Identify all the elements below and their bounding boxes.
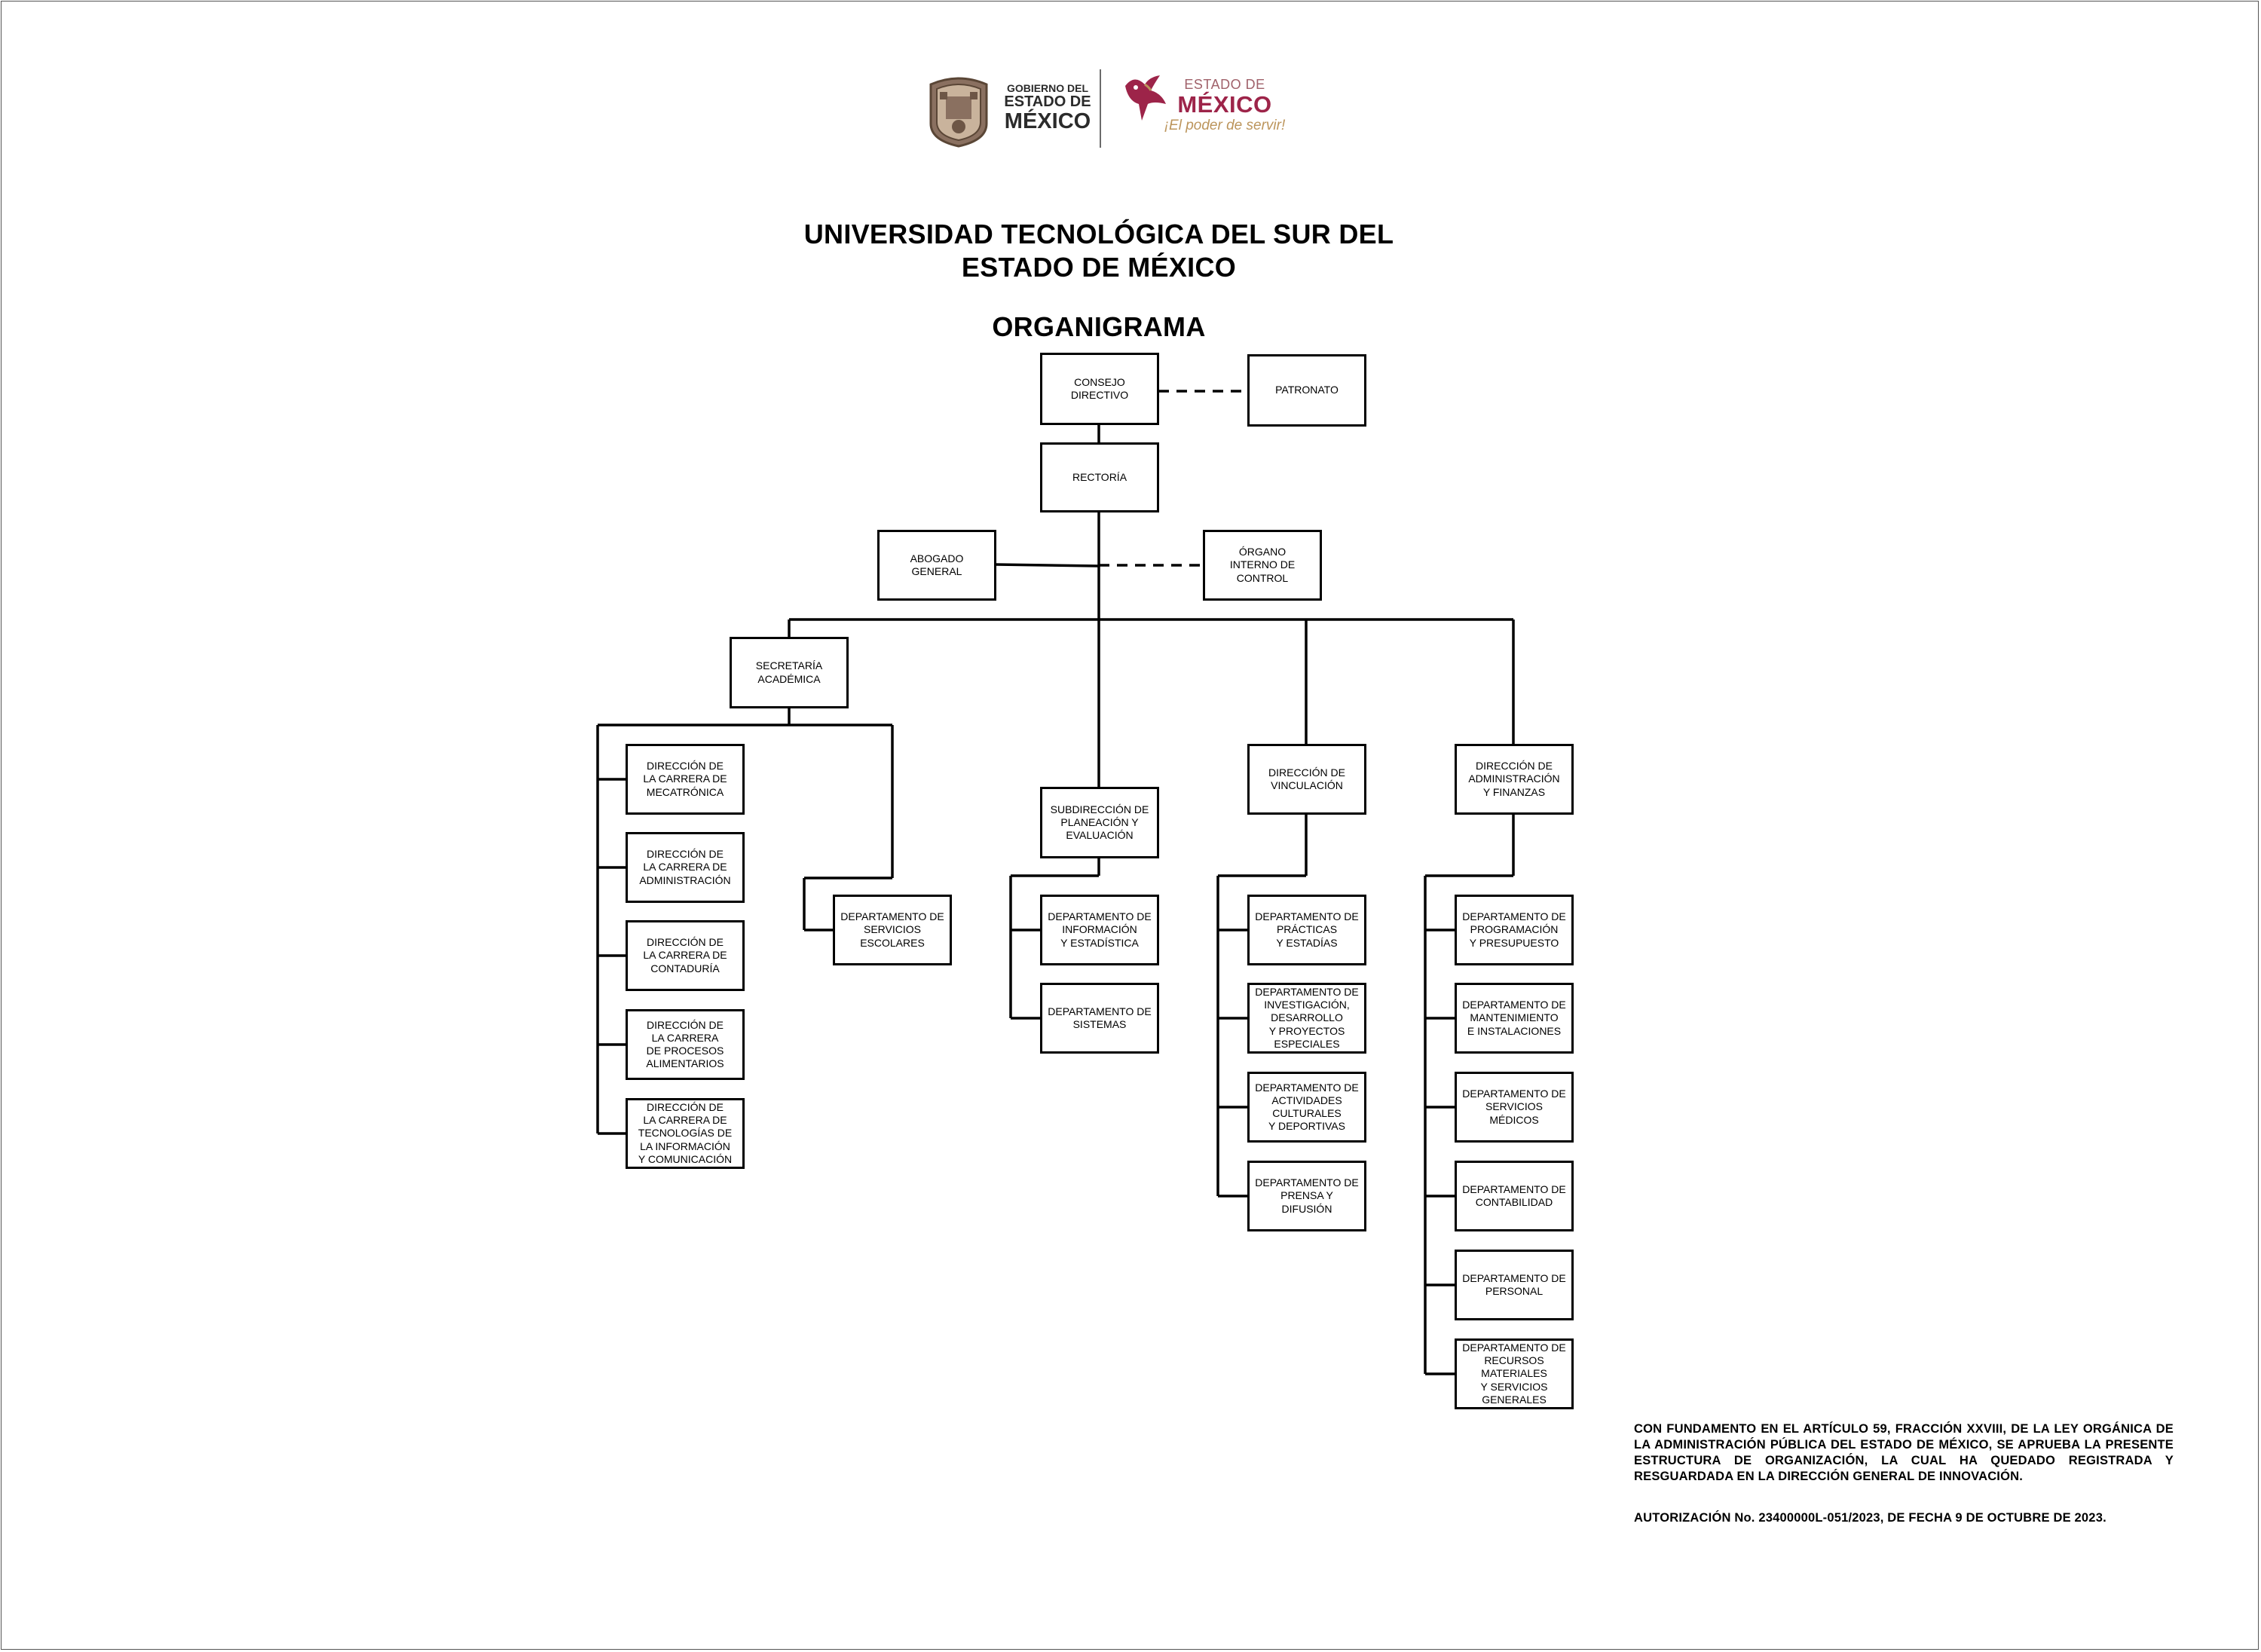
box-dep-practicas-estadias: DEPARTAMENTO DE PRÁCTICAS Y ESTADÍAS (1247, 895, 1366, 965)
box-dep-sistemas: DEPARTAMENTO DE SISTEMAS (1040, 983, 1159, 1054)
authorization-note: AUTORIZACIÓN No. 23400000L-051/2023, DE FECHA 9 DE OCTUBRE DE 2023. (1634, 1511, 2106, 1525)
box-secretaria-academica: SECRETARÍA ACADÉMICA (730, 637, 849, 708)
box-dir-contaduria: DIRECCIÓN DE LA CARRERA DE CONTADURÍA (626, 920, 745, 991)
box-dir-administracion-finanzas: DIRECCIÓN DE ADMINISTRACIÓN Y FINANZAS (1455, 744, 1574, 815)
chart-title: ORGANIGRAMA (992, 311, 1206, 342)
box-dep-recursos-materiales: DEPARTAMENTO DE RECURSOS MATERIALES Y SERVICIOS GENERALES (1455, 1338, 1574, 1409)
box-dir-procesos-alimentarios: DIRECCIÓN DE LA CARRERA DE PROCESOS ALIMENTARIOS (626, 1009, 745, 1080)
title-line-2: ESTADO DE MÉXICO (961, 252, 1237, 283)
box-dep-mantenimiento-instalaciones: DEPARTAMENTO DE MANTENIMIENTO E INSTALACIONES (1455, 983, 1574, 1054)
box-dep-actividades-culturales: DEPARTAMENTO DE ACTIVIDADES CULTURALES Y DEPORTIVAS (1247, 1072, 1366, 1143)
gobierno-wordmark: GOBIERNO DEL ESTADO DE MÉXICO (1004, 82, 1091, 133)
box-dep-informacion-estadistica: DEPARTAMENTO DE INFORMACIÓN Y ESTADÍSTICA (1040, 895, 1159, 965)
box-consejo-directivo: CONSEJO DIRECTIVO (1040, 353, 1159, 425)
box-dir-administracion: DIRECCIÓN DE LA CARRERA DE ADMINISTRACIÓN (626, 832, 745, 903)
box-dep-programacion-presupuesto: DEPARTAMENTO DE PROGRAMACIÓN Y PRESUPUESTO (1455, 895, 1574, 965)
box-organo-interno-control: ÓRGANO INTERNO DE CONTROL (1203, 530, 1322, 601)
box-dep-personal: DEPARTAMENTO DE PERSONAL (1455, 1250, 1574, 1320)
box-subdireccion-planeacion: SUBDIRECCIÓN DE PLANEACIÓN Y EVALUACIÓN (1040, 787, 1159, 858)
box-dep-servicios-escolares: DEPARTAMENTO DE SERVICIOS ESCOLARES (833, 895, 952, 965)
box-dep-contabilidad: DEPARTAMENTO DE CONTABILIDAD (1455, 1161, 1574, 1231)
slogan: ¡El poder de servir! (1164, 118, 1286, 133)
box-rectoria: RECTORÍA (1040, 442, 1159, 512)
box-dir-mecatronica: DIRECCIÓN DE LA CARRERA DE MECATRÓNICA (626, 744, 745, 815)
title-line-1: UNIVERSIDAD TECNOLÓGICA DEL SUR DEL (803, 219, 1394, 249)
box-dep-prensa-difusion: DEPARTAMENTO DE PRENSA Y DIFUSIÓN (1247, 1161, 1366, 1231)
box-dir-vinculacion: DIRECCIÓN DE VINCULACIÓN (1247, 744, 1366, 815)
box-dep-servicios-medicos: DEPARTAMENTO DE SERVICIOS MÉDICOS (1455, 1072, 1574, 1143)
box-dir-tecnologias-informacion: DIRECCIÓN DE LA CARRERA DE TECNOLOGÍAS DE LA INFORMACIÓN Y COMUNICACIÓN (626, 1098, 745, 1169)
box-abogado-general: ABOGADO GENERAL (877, 530, 996, 601)
box-dep-investigacion-desarrollo: DEPARTAMENTO DE INVESTIGACIÓN, DESARROLLO Y PROYECTOS ESPECIALES (1247, 983, 1366, 1054)
box-patronato: PATRONATO (1247, 354, 1366, 427)
legal-note: CON FUNDAMENTO EN EL ARTÍCULO 59, FRACCIÓN XXVIII, DE LA LEY ORGÁNICA DE LA ADMINISTRACIÓN PÚBLICA DEL ESTADO DE MÉXICO, SE APRUEBA LA PRESENTE ESTRUCTURA DE ORGANIZACIÓN, LA CUAL HA QUEDADO REGISTRADA Y RESGUARDADA EN LA DIRECCIÓN GENERAL DE INNOVACIÓN. (1634, 1422, 2174, 1483)
estado-wordmark: ESTADO DE MÉXICO ¡El poder de servir! (1149, 77, 1300, 134)
